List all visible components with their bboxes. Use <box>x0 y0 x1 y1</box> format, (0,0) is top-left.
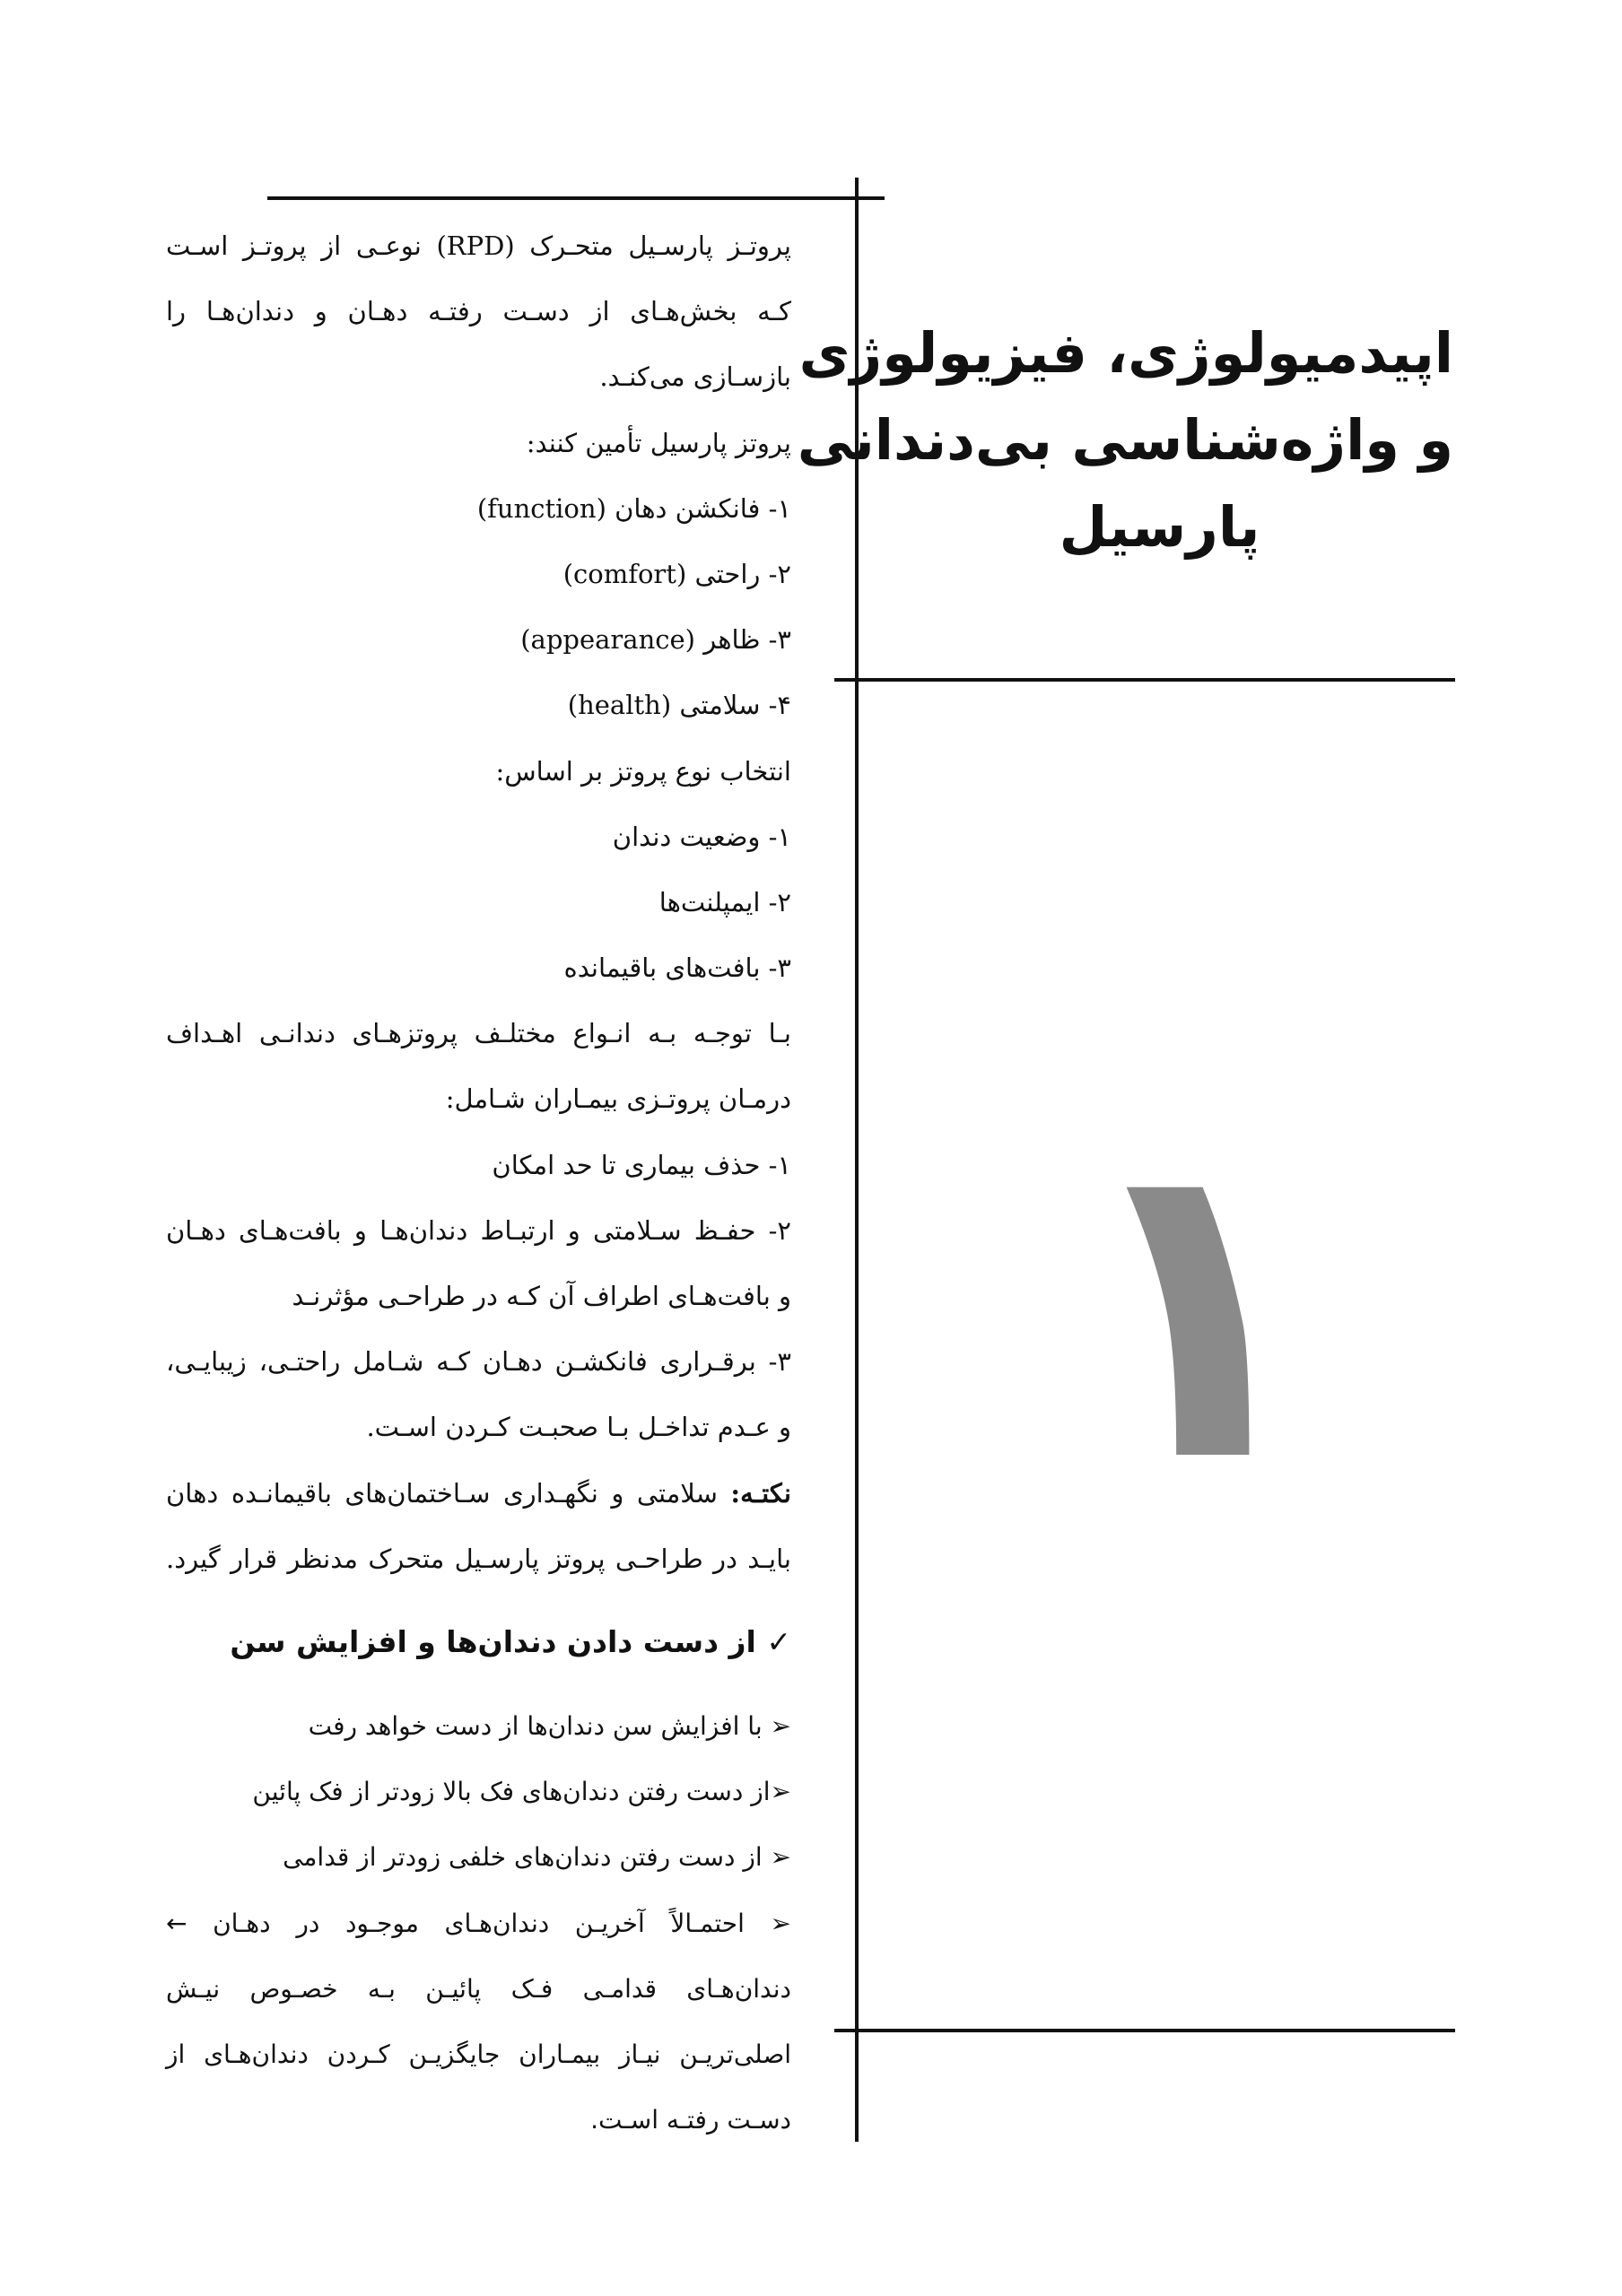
paragraph-line: دسـت رفتـه اسـت. <box>590 2105 791 2135</box>
list-item: ۲- راحتی (comfort) <box>562 558 791 589</box>
bullet-item <box>166 1824 791 1890</box>
paragraph-line: پروتـز پارسـیل متحـرک (RPD) نوعـی از پروتـز اسـت <box>166 230 791 261</box>
chapter-title <box>797 309 1453 570</box>
bullet-item <box>166 1891 791 1956</box>
section-heading <box>166 1614 791 1670</box>
chapter-title-line: و واژه‌شناسی بی‌دندانی <box>797 407 1453 473</box>
arrow-bullet-icon: ➢ <box>770 1842 791 1873</box>
list-item: ۳- برقـراری فانکشـن دهـان کـه شـامل راحتـی، زیبایـی، <box>166 1346 791 1378</box>
section-heading-text: از دست دادن دندان‌ها و افزایش سن <box>230 1624 756 1659</box>
bullet-item <box>166 1759 791 1824</box>
list-item: ۲- حفـظ سـلامتی و ارتبـاط دندان‌هـا و بافت‌هـای دهـان <box>166 1214 791 1246</box>
bullet-text: با افزایش سن دندان‌ها از دست خواهد رفت <box>308 1711 763 1741</box>
bullet-text: از دست رفتن دندان‌های خلفی زودتر از قدامی <box>283 1842 763 1873</box>
bottom-rule <box>834 2029 1455 2032</box>
list-item: ۱- فانکشن دهان (function) <box>476 492 791 524</box>
list-item: ۲- ایمپلنت‌ها <box>658 886 791 918</box>
arrow-bullet-icon: ➢ <box>770 1908 791 1938</box>
arrow-bullet-icon: ➢ <box>770 1711 791 1741</box>
bullet-text: احتمـالاً آخریـن دندان‌هـای موجـود در دهـان ← <box>166 1908 745 1938</box>
list-item: ۳- ظاهر (appearance) <box>520 624 791 656</box>
list-item: ۴- سلامتی (health) <box>567 690 791 721</box>
paragraph-line: انتخاب نوع پروتز بر اساس: <box>495 755 791 787</box>
note-line: بایـد در طراحـی پروتز پارسـیل متحرک مدنظر قرار گیرد. <box>166 1543 791 1574</box>
paragraph-line: بـا توجـه بـه انـواع مختلـف پروتزهـای دندانـی اهـداف <box>166 1018 791 1049</box>
paragraph-line: پروتز پارسیل تأمین کنند: <box>526 427 791 458</box>
paragraph-line: دندان‌هـای قدامـی فـک پائیـن بـه خصـوص نیـش <box>166 1973 791 2004</box>
chapter-title-line: اپیدمیولوژی، فیزیولوژی <box>798 320 1453 386</box>
bullet-text: از دست رفتن دندان‌های فک بالا زودتر از فک پائین <box>252 1777 771 1807</box>
check-icon: ✓ <box>766 1624 791 1659</box>
top-rule <box>267 196 885 200</box>
paragraph-line: اصلی‌تریـن نیـاز بیمـاران جایگزیـن کـردن دندان‌هـای از <box>166 2039 791 2069</box>
list-item: و بافت‌هـای اطراف آن کـه در طراحـی مؤثرنـد <box>292 1281 791 1311</box>
bullet-list <box>166 1693 791 2152</box>
body-text <box>166 213 791 1592</box>
note-line <box>166 1461 791 1526</box>
chapter-title-line: پارسیل <box>1059 494 1260 560</box>
title-bottom-rule <box>834 678 1455 682</box>
note-text: سلامتی و نگهـداری سـاختمان‌های باقیمانـده دهان <box>166 1477 731 1509</box>
bullet-item <box>166 1693 791 1759</box>
paragraph-line: درمـان پروتـزی بیمـاران شـامل: <box>445 1083 791 1115</box>
list-item: ۳- بافت‌های باقیمانده <box>563 952 791 984</box>
paragraph-line: کـه بخش‌هـای از دسـت رفتـه دهـان و دندان‌هـا را <box>166 296 791 327</box>
list-item: ۱- حذف بیماری تا حد امکان <box>492 1149 791 1180</box>
note-label: نکتـه: <box>730 1477 791 1509</box>
list-item: و عـدم تداخـل بـا صحبـت کـردن اسـت. <box>366 1412 791 1443</box>
chapter-number: ۱ <box>1068 1064 1325 1554</box>
arrow-bullet-icon: ➢ <box>770 1777 791 1807</box>
list-item: ۱- وضعیت دندان <box>612 821 791 852</box>
paragraph-line: بازسـازی می‌کنـد. <box>599 361 791 393</box>
